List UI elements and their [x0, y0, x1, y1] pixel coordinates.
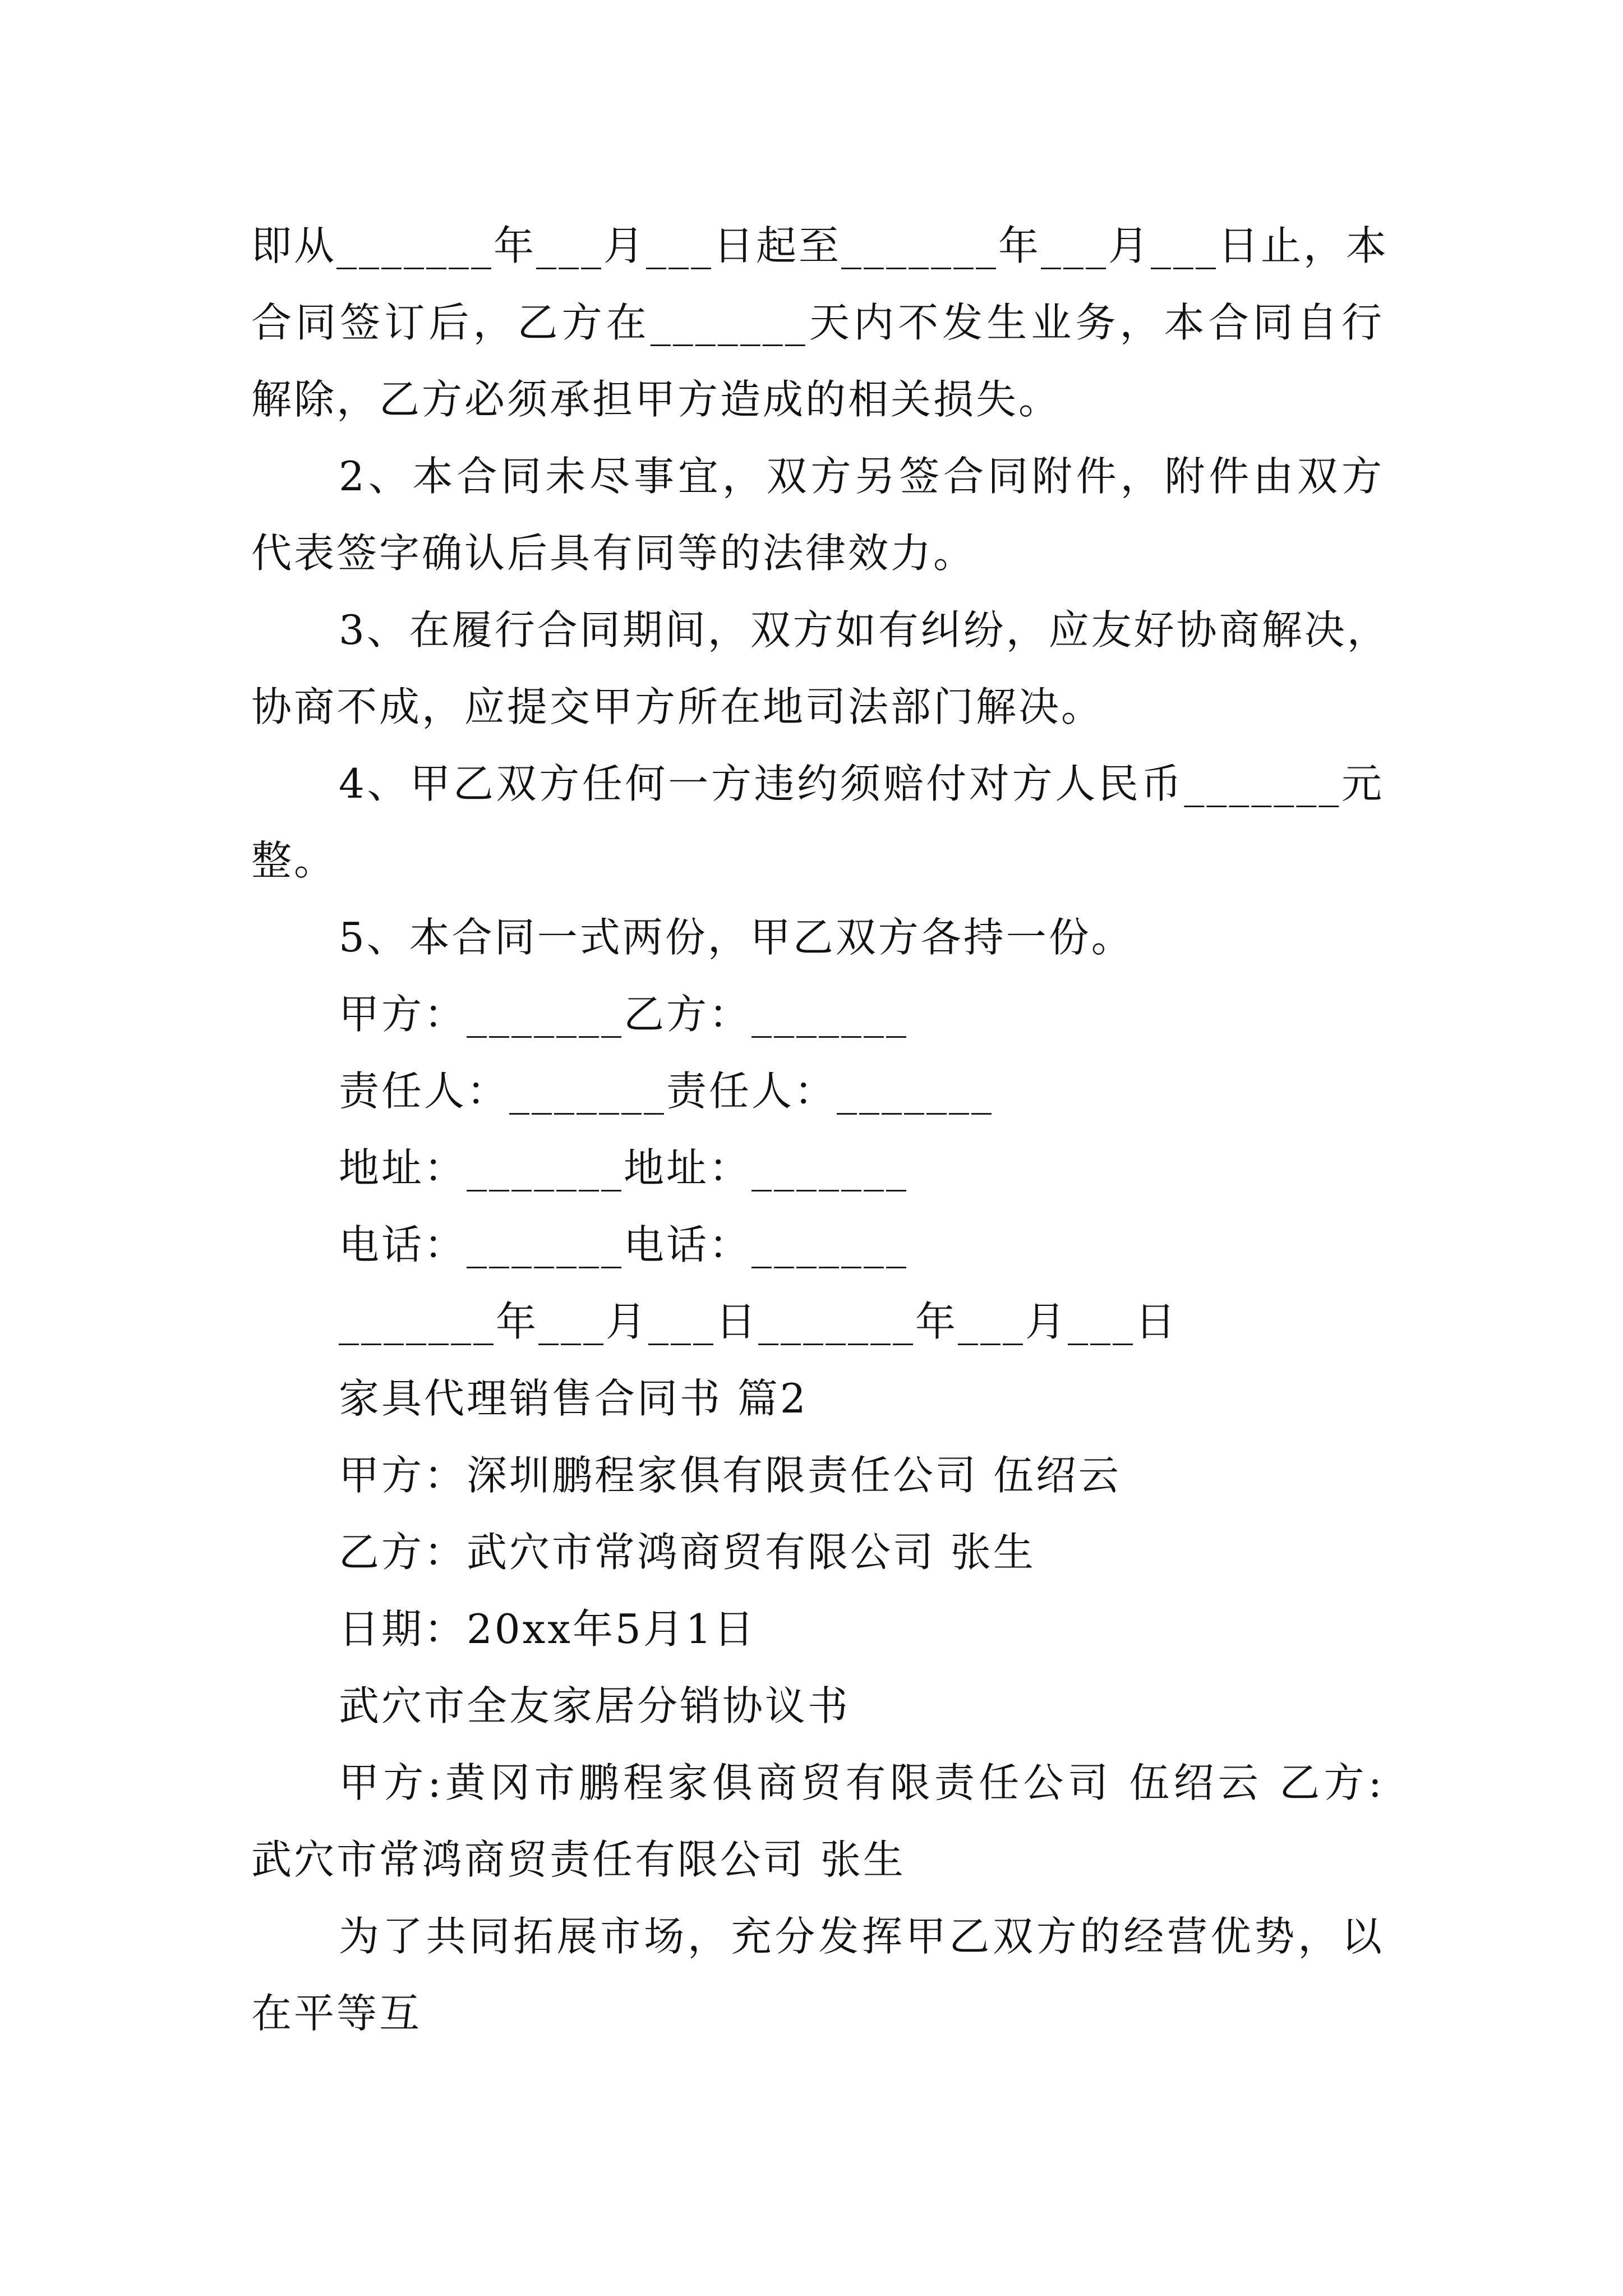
text-line-7: 协商不成，应提交甲方所在地司法部门解决。 — [251, 683, 1104, 730]
text-line-10: 5、本合同一式两份，甲乙双方各持一份。 — [339, 914, 1134, 961]
text-line-23: 为了共同拓展市场，充分发挥甲乙双方的经营优势，以 — [339, 1913, 1384, 1960]
signature-date-line: _______年___月___日_______年___月___日 — [339, 1298, 1178, 1345]
text-line-22: 武穴市常鸿商贸责任有限公司 张生 — [251, 1836, 906, 1883]
text-line-3: 解除，乙方必须承担甲方造成的相关损失。 — [251, 376, 1062, 423]
signature-party-line: 甲方：_______乙方：_______ — [339, 991, 909, 1038]
text-line-24: 在平等互 — [251, 1990, 422, 2037]
party-b-line: 乙方：武穴市常鸿商贸有限公司 张生 — [339, 1529, 1036, 1576]
agreement-title: 武穴市全友家居分销协议书 — [339, 1682, 851, 1729]
signature-phone-line: 电话：_______电话：_______ — [339, 1221, 909, 1268]
signature-responsible-line: 责任人：_______责任人：_______ — [339, 1068, 994, 1115]
text-line-21: 甲方:黄冈市鹏程家俱商贸有限责任公司 伍绍云 乙方: — [339, 1759, 1384, 1806]
text-line-1: 即从_______年___月___日起至_______年___月___日止，本 — [251, 222, 1389, 269]
text-line-9: 整。 — [251, 837, 337, 884]
party-a-line: 甲方：深圳鹏程家俱有限责任公司 伍绍云 — [339, 1452, 1121, 1499]
text-line-4: 2、本合同未尽事宜，双方另签合同附件，附件由双方 — [339, 453, 1384, 500]
date-line: 日期：20xx年5月1日 — [339, 1605, 757, 1653]
text-line-2: 合同签订后，乙方在_______天内不发生业务，本合同自行 — [251, 299, 1384, 346]
text-line-8: 4、甲乙双方任何一方违约须赔付对方人民币_______元 — [339, 760, 1384, 807]
text-line-6: 3、在履行合同期间，双方如有纠纷，应友好协商解决， — [339, 606, 1390, 654]
signature-address-line: 地址：_______地址：_______ — [339, 1144, 909, 1191]
section-heading: 家具代理销售合同书 篇2 — [339, 1375, 808, 1422]
text-line-5: 代表签字确认后具有同等的法律效力。 — [251, 530, 976, 577]
